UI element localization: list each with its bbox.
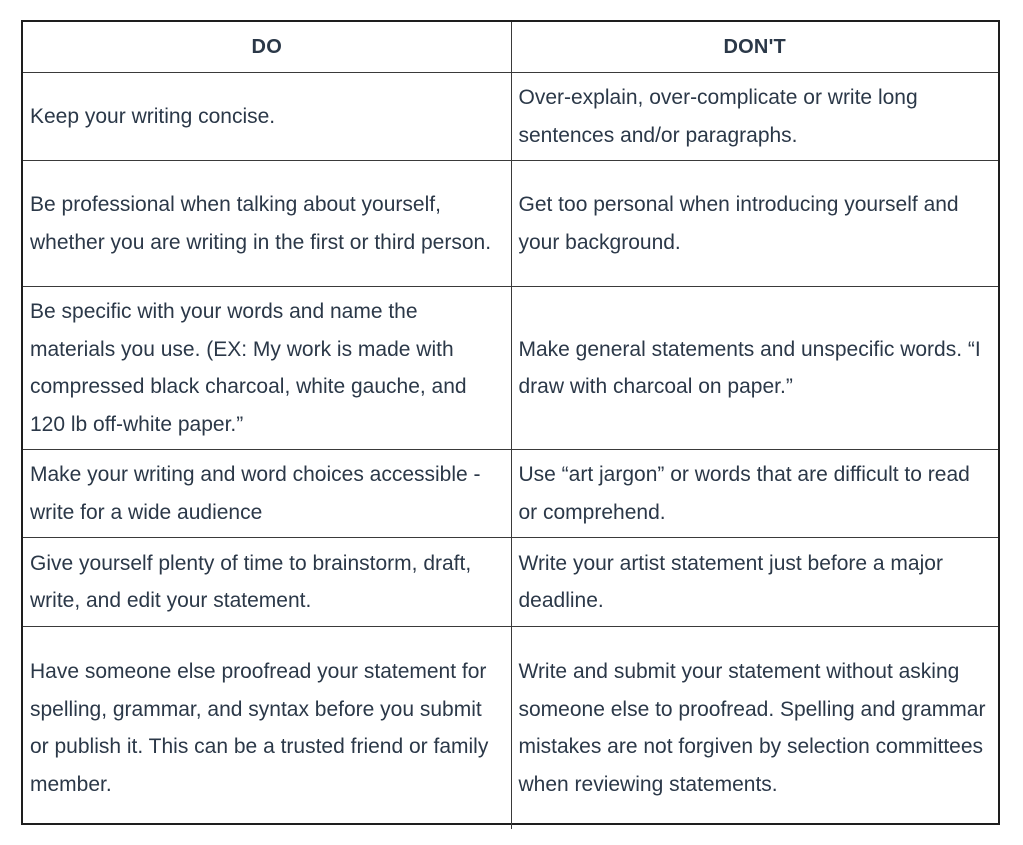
dont-cell: Make general statements and unspecific words. “I draw with charcoal on paper.” [511, 287, 998, 450]
header-dont: DON'T [511, 22, 998, 73]
do-cell: Give yourself plenty of time to brainstorm, draft, write, and edit your statement. [23, 538, 511, 627]
do-cell: Make your writing and word choices accessible - write for a wide audience [23, 450, 511, 538]
table-row [23, 627, 998, 830]
dont-cell: Write your artist statement just before a major deadline. [511, 538, 998, 627]
do-cell: Be professional when talking about yourself, whether you are writing in the first or third person. [23, 161, 511, 287]
table-row [23, 73, 998, 161]
table-row [23, 450, 998, 538]
table-header-row [23, 22, 998, 73]
do-dont-table [23, 22, 998, 829]
header-do: DO [23, 22, 511, 73]
dont-cell: Over-explain, over-complicate or write long sentences and/or paragraphs. [511, 73, 998, 161]
do-cell: Keep your writing concise. [23, 73, 511, 161]
table-row [23, 161, 998, 287]
do-dont-table-frame [21, 20, 1000, 825]
do-cell: Be specific with your words and name the materials you use. (EX: My work is made with compressed black charcoal, white gauche, and 120 lb off-white paper.” [23, 287, 511, 450]
table-row [23, 538, 998, 627]
dont-cell: Use “art jargon” or words that are difficult to read or comprehend. [511, 450, 998, 538]
do-cell: Have someone else proofread your statement for spelling, grammar, and syntax before you submit or publish it. This can be a trusted friend or family member. [23, 627, 511, 830]
dont-cell: Get too personal when introducing yourself and your background. [511, 161, 998, 287]
table-row [23, 287, 998, 450]
dont-cell: Write and submit your statement without asking someone else to proofread. Spelling and grammar mistakes are not forgiven by selection committees when reviewing statements. [511, 627, 998, 830]
